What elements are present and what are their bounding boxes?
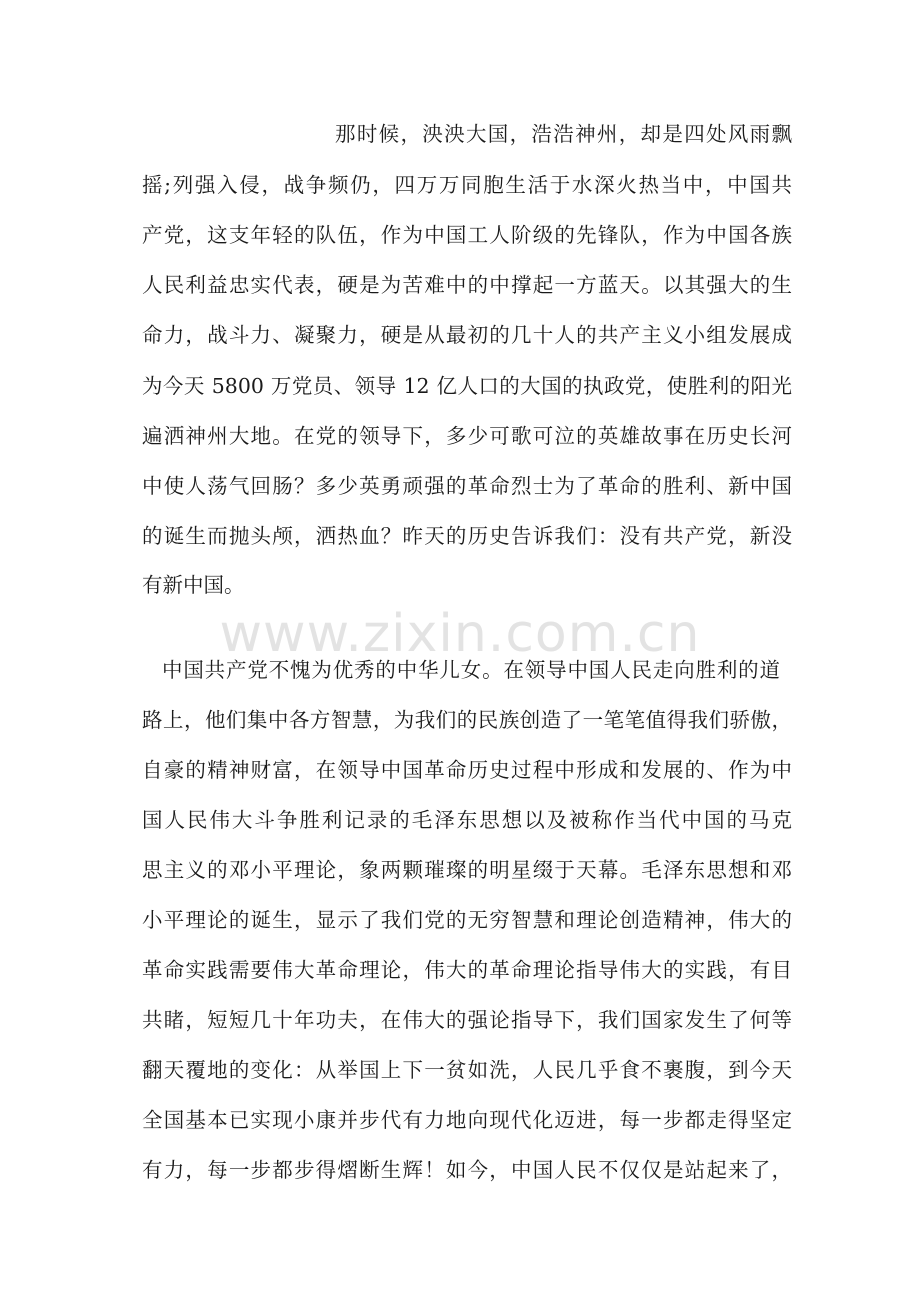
paragraph-1-line: 的诞生而抛头颅，洒热血？昨天的历史告诉我们：没有共产党，新没 bbox=[142, 524, 792, 548]
paragraph-2-line: 翻天覆地的变化：从举国上下一贫如洗，人民几乎食不裹腹，到今天 bbox=[142, 1058, 792, 1082]
paragraph-1-line: 摇;列强入侵，战争频仍，四万万同胞生活于水深火热当中，中国共 bbox=[142, 173, 792, 197]
paragraph-1-line: 产党，这支年轻的队伍，作为中国工人阶级的先锋队，作为中国各族 bbox=[142, 223, 792, 247]
paragraph-2-line: 自豪的精神财富，在领导中国革命历史过程中形成和发展的、作为中 bbox=[142, 758, 792, 782]
paragraph-2-line: 革命实践需要伟大革命理论，伟大的革命理论指导伟大的实践，有目 bbox=[142, 958, 792, 982]
paragraph-1-line: 中使人荡气回肠？多少英勇顽强的革命烈士为了革命的胜利、新中国 bbox=[142, 474, 792, 498]
paragraph-2-line: 共睹，短短几十年功夫，在伟大的强论指导下，我们国家发生了何等 bbox=[142, 1008, 792, 1032]
paragraph-2-line: 小平理论的诞生，显示了我们党的无穷智慧和理论创造精神，伟大的 bbox=[142, 908, 792, 932]
paragraph-2-line: 路上，他们集中各方智慧，为我们的民族创造了一笔笔值得我们骄傲， bbox=[142, 708, 792, 732]
paragraph-1-line: 有新中国。 bbox=[142, 573, 245, 597]
paragraph-2-line: 思主义的邓小平理论，象两颗璀璨的明星缀于天幕。毛泽东思想和邓 bbox=[142, 858, 792, 882]
paragraph-1-line: 人民利益忠实代表，硬是为苦难中的中撑起一方蓝天。以其强大的生 bbox=[142, 273, 792, 297]
paragraph-2-line: 全国基本已实现小康并步代有力地向现代化迈进，每一步都走得坚定 bbox=[142, 1108, 792, 1132]
paragraph-2-line: 国人民伟大斗争胜利记录的毛泽东思想以及被称作当代中国的马克 bbox=[142, 808, 792, 832]
paragraph-1-line: 为今天 5800 万党员、领导 12 亿人口的大国的执政党，使胜利的阳光 bbox=[142, 374, 792, 398]
paragraph-1-line: 那时候，泱泱大国，浩浩神州，却是四处风雨飘 bbox=[335, 122, 792, 146]
paragraph-1-line: 命力，战斗力、凝聚力，硬是从最初的几十人的共产主义小组发展成 bbox=[142, 323, 792, 347]
paragraph-2-line: 中国共产党不愧为优秀的中华儿女。在领导中国人民走向胜利的道 bbox=[162, 658, 780, 682]
paragraph-1-line: 遍洒神州大地。在党的领导下，多少可歌可泣的英雄故事在历史长河 bbox=[142, 424, 792, 448]
watermark: www.zixin.com.cn bbox=[219, 604, 701, 664]
paragraph-2-line: 有力，每一步都步得熠断生辉！如今，中国人民不仅仅是站起来了， bbox=[142, 1158, 792, 1182]
